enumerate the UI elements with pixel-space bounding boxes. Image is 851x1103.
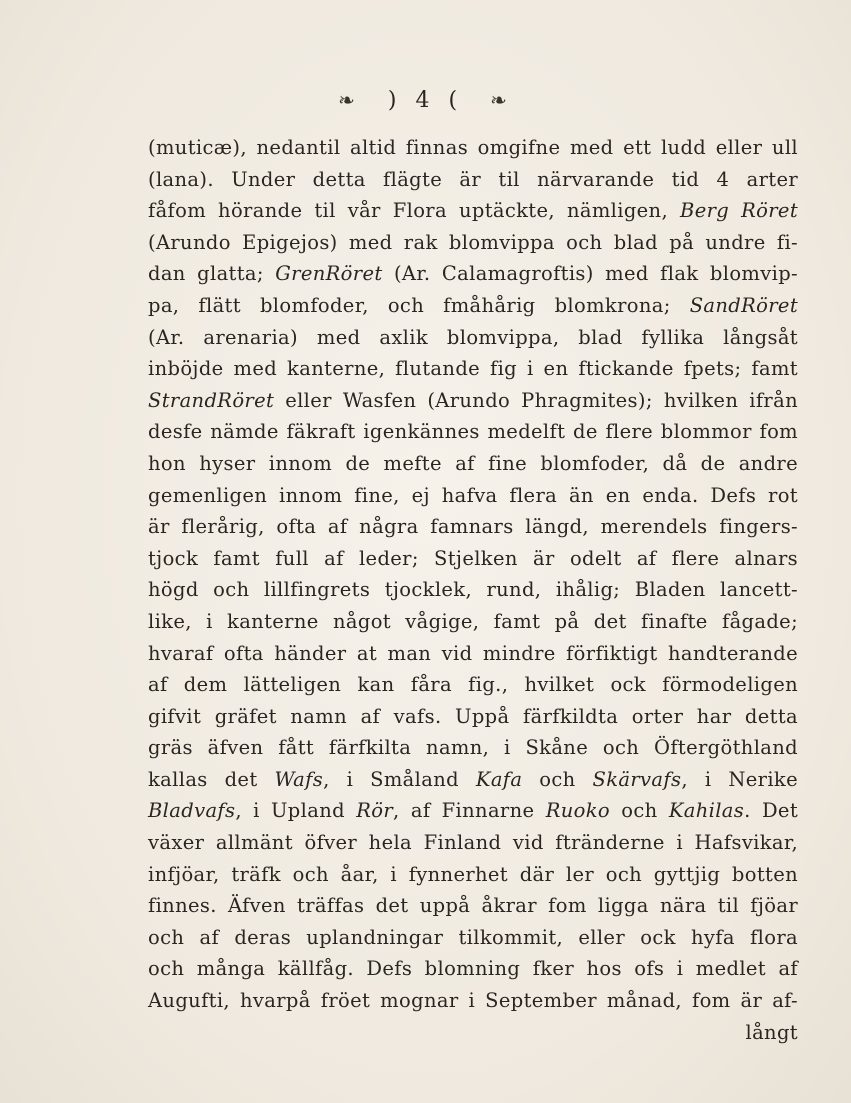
left-ornament-icon: ❧ <box>338 88 361 112</box>
italic-term: Bladvafs <box>148 799 236 823</box>
text-line <box>148 701 798 733</box>
text-run: finnes. Äfven träffas det uppå åkrar fom ligga nära til fjöar <box>148 894 798 918</box>
text-run: , af Finnarne <box>393 799 546 823</box>
text-line <box>148 606 798 638</box>
text-run: gemenligen innom fine, ej hafva flera än en enda. Defs rot <box>148 483 798 507</box>
text-run: infjöar, träfk och åar, i fynnerhet där ler och gyttjig botten <box>148 862 798 886</box>
text-line <box>148 416 798 448</box>
text-run: hvaraf ofta händer at man vid mindre förfiktigt handterande <box>148 641 798 665</box>
text-run: , i Nerike <box>681 767 798 791</box>
text-line <box>148 985 798 1017</box>
text-run: like, i kanterne något vågige, famt på det finafte fågade; <box>148 609 798 633</box>
text-run: högd och lillfingrets tjocklek, rund, ihålig; Bladen lancett- <box>148 578 798 602</box>
text-run: , i Småland <box>323 767 476 791</box>
text-line <box>148 227 798 259</box>
text-line <box>148 322 798 354</box>
italic-term: Berg Röret <box>680 199 799 223</box>
text-run: kallas det <box>148 767 275 791</box>
text-run: långt <box>745 1020 798 1044</box>
text-line <box>148 353 798 385</box>
right-ornament-icon: ❧ <box>490 88 513 112</box>
text-line <box>148 953 798 985</box>
text-line <box>148 574 798 606</box>
text-line <box>148 511 798 543</box>
text-line <box>148 922 798 954</box>
text-run: tjock famt full af leder; Stjelken är odelt af flere alnars <box>148 546 798 570</box>
text-run: eller Wasfen (Arundo Phragmites); hvilken ifrån <box>274 388 798 412</box>
italic-term: Kahilas <box>668 799 745 823</box>
text-run: hon hyser innom de mefte af fine blomfoder, då de andre <box>148 451 798 475</box>
text-run: . Det <box>744 799 799 823</box>
italic-term: Kafa <box>475 767 523 791</box>
text-run: dan glatta; <box>148 262 276 286</box>
text-run: Augufti, hvarpå fröet mognar i September månad, fom är af- <box>148 989 798 1013</box>
text-line <box>148 385 798 417</box>
text-line <box>148 764 798 796</box>
text-run: (lana). Under detta flägte är til närvarande tid 4 arter <box>148 167 798 191</box>
text-run: (Ar. Calamagroftis) med flak blomvip- <box>382 262 798 286</box>
text-run: och <box>609 799 669 823</box>
text-run: desfe nämde fäkraft igenkännes medelft de flere blommor fom <box>148 420 798 444</box>
text-line <box>148 448 798 480</box>
text-line <box>148 543 798 575</box>
text-run: inböjde med kanterne, flutande fig i en ftickande fpets; famt <box>148 357 798 381</box>
text-run: , i Upland <box>235 799 357 823</box>
text-run: fåfom hörande til vår Flora uptäckte, nämligen, <box>148 199 681 223</box>
page-number: ) 4 ( <box>387 88 464 113</box>
text-run: och <box>522 767 593 791</box>
text-run: och af deras uplandningar tilkommit, eller ock hyfa flora <box>148 925 798 949</box>
text-run: växer allmänt öfver hela Finland vid ftränderne i Hafsvikar, <box>148 831 798 855</box>
body-text <box>148 132 798 1048</box>
text-line <box>148 480 798 512</box>
text-line <box>148 258 798 290</box>
text-line <box>148 890 798 922</box>
text-run: (Ar. arenaria) med axlik blomvippa, blad fyllika långsåt <box>148 325 798 349</box>
text-line <box>148 164 798 196</box>
text-line <box>148 827 798 859</box>
text-run: pa, flätt blomfoder, och fmåhårig blomkrona; <box>148 293 690 317</box>
italic-term: Wafs <box>274 767 324 791</box>
text-line <box>148 638 798 670</box>
text-line <box>148 195 798 227</box>
text-run: (muticæ), nedantil altid finnas omgifne med ett ludd eller ull <box>148 136 798 159</box>
text-run: gifvit gräfet namn af vafs. Uppå färfkildta orter har detta <box>148 704 798 728</box>
italic-term: GrenRöret <box>275 262 383 286</box>
text-run: gräs äfven fått färfkilta namn, i Skåne och Öftergöthland <box>148 736 798 760</box>
text-line <box>148 669 798 701</box>
italic-term: Rör <box>356 799 394 823</box>
text-run: af dem lätteligen kan fåra fig., hvilket ock förmodeligen <box>148 673 798 697</box>
page-header <box>0 88 851 113</box>
italic-term: StrandRöret <box>148 388 275 412</box>
text-run: är flerårig, ofta af några famnars längd, merendels fingers- <box>148 515 798 539</box>
text-line <box>148 1017 798 1049</box>
text-line <box>148 732 798 764</box>
italic-term: Skärvafs <box>592 767 682 791</box>
text-line <box>148 290 798 322</box>
text-run: och många källfåg. Defs blomning fker hos ofs i medlet af <box>148 957 798 981</box>
text-run: (Arundo Epigejos) med rak blomvippa och blad på undre fi- <box>148 230 798 254</box>
italic-term: SandRöret <box>689 293 798 317</box>
text-line <box>148 859 798 891</box>
text-line <box>148 132 798 164</box>
text-line <box>148 795 798 827</box>
italic-term: Ruoko <box>545 799 610 823</box>
